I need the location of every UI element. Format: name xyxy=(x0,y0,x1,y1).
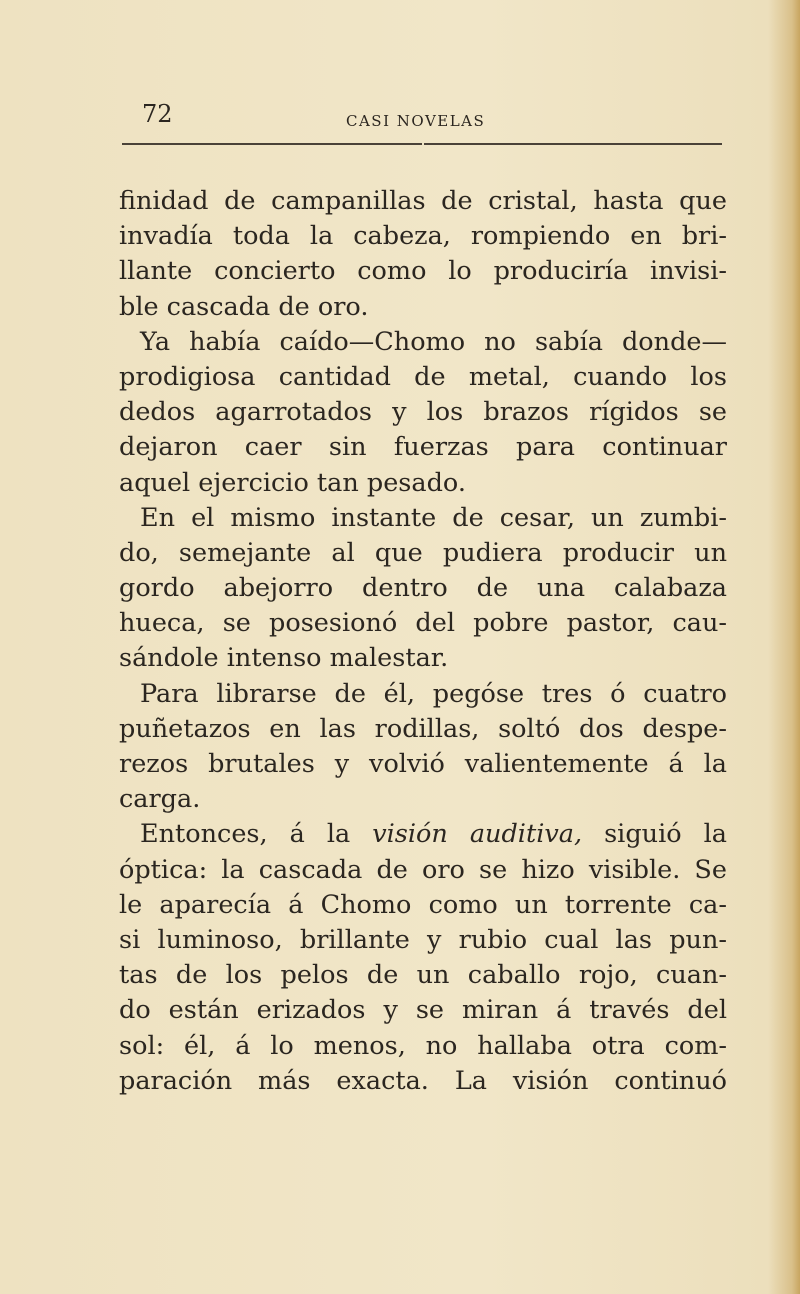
text-line: tas de los pelos de un caballo rojo, cuan- xyxy=(119,960,727,991)
page-number: 72 xyxy=(142,100,173,128)
text-line: llante concierto como lo produciría invisi- xyxy=(119,256,727,287)
text-line: puñetazos en las rodillas, soltó dos despe- xyxy=(119,713,727,744)
text-line: si luminoso, brillante y rubio cual las pun- xyxy=(119,924,727,955)
text-line: do están erizados y se miran á través del xyxy=(119,995,727,1026)
text-line: gordo abejorro dentro de una calabaza xyxy=(119,573,727,604)
italic-phrase: visión auditiva, xyxy=(372,819,583,850)
text-line: Para librarse de él, pegóse tres ó cuatro xyxy=(140,678,727,709)
text-line: invadía toda la cabeza, rompiendo en bri- xyxy=(119,221,727,252)
running-title: CASI NOVELAS xyxy=(346,112,486,130)
header-rule-right xyxy=(424,143,722,145)
text-line: le aparecía á Chomo como un torrente ca- xyxy=(119,889,727,920)
text-line: paración más exacta. La visión continuó xyxy=(119,1065,727,1096)
text-segment: Entonces, á la xyxy=(140,819,373,850)
text-line: aquel ejercicio tan pesado. xyxy=(119,467,466,498)
text-line: rezos brutales y volvió valientemente á la xyxy=(119,749,727,779)
text-line: sándole intenso malestar. xyxy=(119,643,449,674)
text-line: hueca, se posesionó del pobre pastor, cau- xyxy=(119,608,727,639)
text-line: ble cascada de oro. xyxy=(119,291,369,322)
text-line xyxy=(119,817,727,852)
text-line: finidad de campanillas de cristal, hasta que xyxy=(119,186,727,216)
text-line: sol: él, á lo menos, no hallaba otra com- xyxy=(119,1030,727,1061)
text-line: prodigiosa cantidad de metal, cuando los xyxy=(119,361,727,392)
text-line: óptica: la cascada de oro se hizo visible. Se xyxy=(119,854,727,885)
text-line: dejaron caer sin fuerzas para continuar xyxy=(119,432,727,463)
header-rule-left xyxy=(122,143,422,145)
text-line: En el mismo instante de cesar, un zumbi- xyxy=(140,502,727,533)
text-line: dedos agarrotados y los brazos rígidos se xyxy=(119,397,727,428)
text-segment: siguió la xyxy=(582,819,727,850)
text-line: do, semejante al que pudiera producir un xyxy=(119,537,727,568)
body-text xyxy=(119,184,727,1099)
text-line: Ya había caído—Chomo no sabía donde— xyxy=(140,326,727,357)
text-line: carga. xyxy=(119,784,201,815)
